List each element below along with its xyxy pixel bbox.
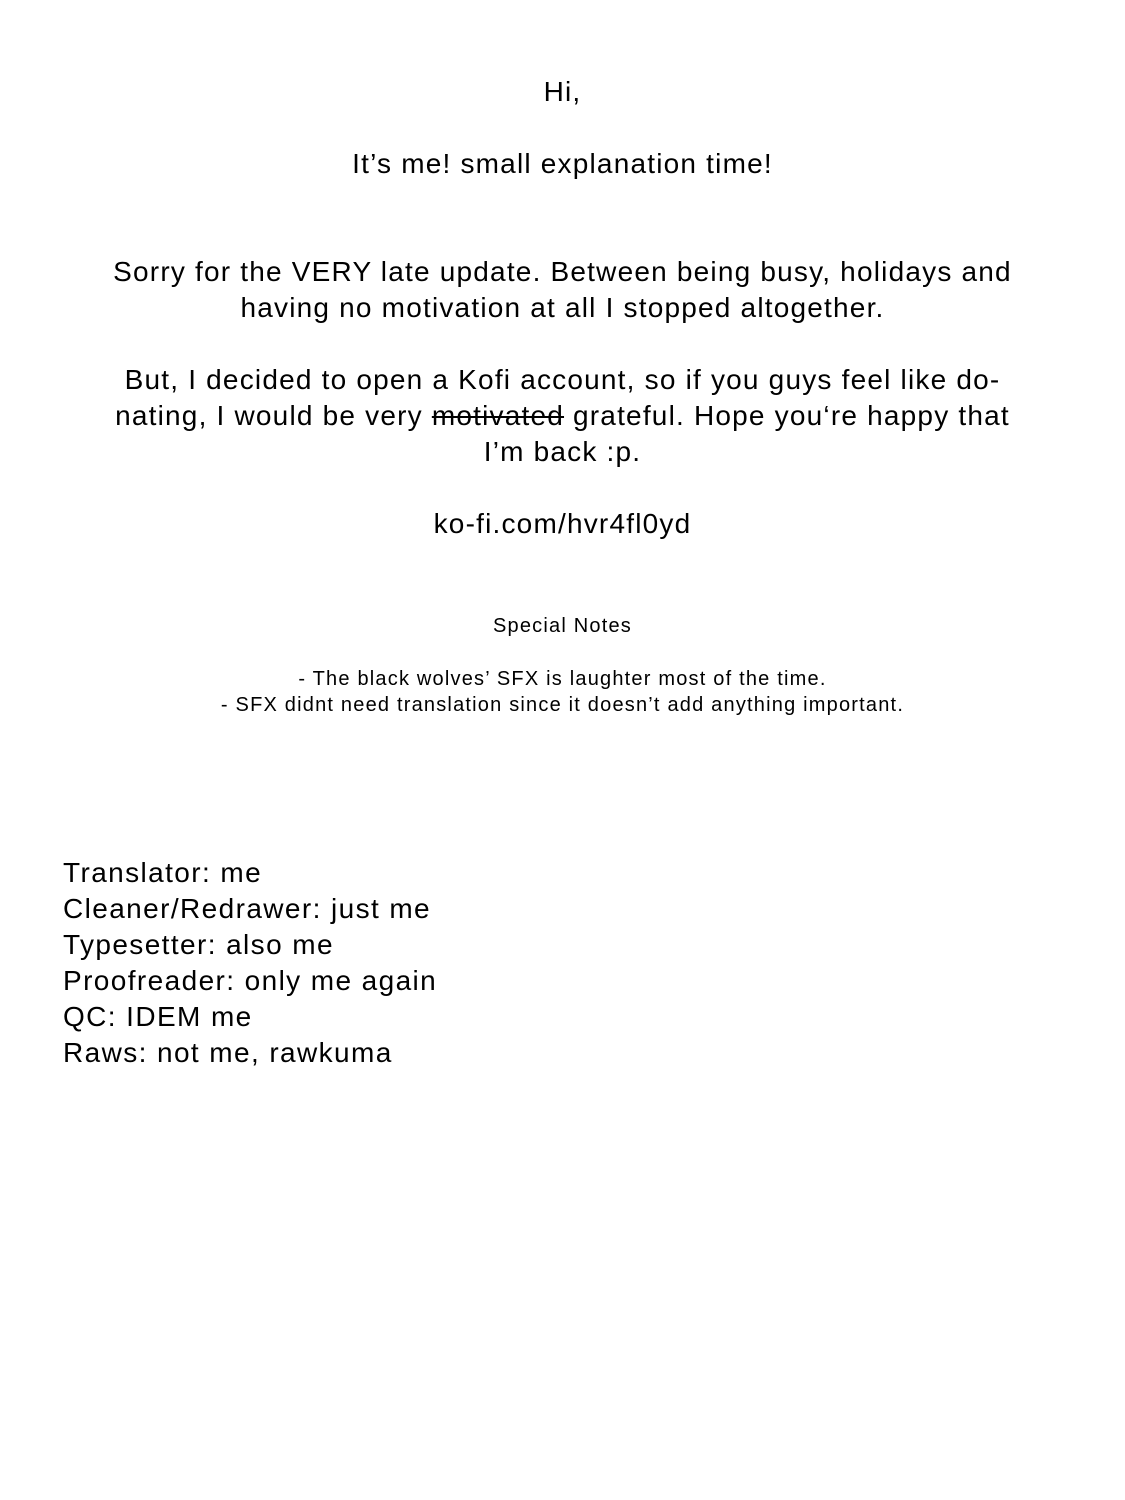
credit-line: Typesetter: also me [63, 929, 334, 960]
intro-line: It’s me! small explanation time! [352, 148, 773, 179]
kofi-link: ko-fi.com/hvr4fl0yd [433, 508, 692, 539]
credit-line: Translator: me [63, 857, 263, 888]
apology-line-2: having no motivation at all I stopped altogether. [240, 292, 885, 323]
greeting: Hi, [543, 76, 582, 107]
credits-list [63, 855, 437, 1071]
apology-line-1: Sorry for the VERY late update. Between being busy, holidays and [113, 256, 1012, 287]
credit-line: QC: IDEM me [63, 1001, 253, 1032]
struck-word: motivated [431, 400, 565, 431]
kofi-line-2 [0, 402, 1125, 430]
credit-line: Proofreader: only me again [63, 965, 438, 996]
special-note: - SFX didnt need translation since it doesn’t add anything important. [220, 694, 905, 716]
special-note: - The black wolves’ SFX is laughter most of the time. [298, 668, 827, 690]
special-notes-heading: Special Notes [493, 615, 632, 637]
kofi-line-2-end: grateful. Hope you‘re happy that [564, 400, 1010, 431]
kofi-line-3: I’m back :p. [483, 436, 642, 467]
kofi-line-2-start: nating, I would be very [115, 400, 432, 431]
credit-line: Raws: not me, rawkuma [63, 1037, 393, 1068]
credit-line: Cleaner/Redrawer: just me [63, 893, 432, 924]
kofi-line-1: But, I decided to open a Kofi account, so if you guys feel like do- [124, 364, 1001, 395]
